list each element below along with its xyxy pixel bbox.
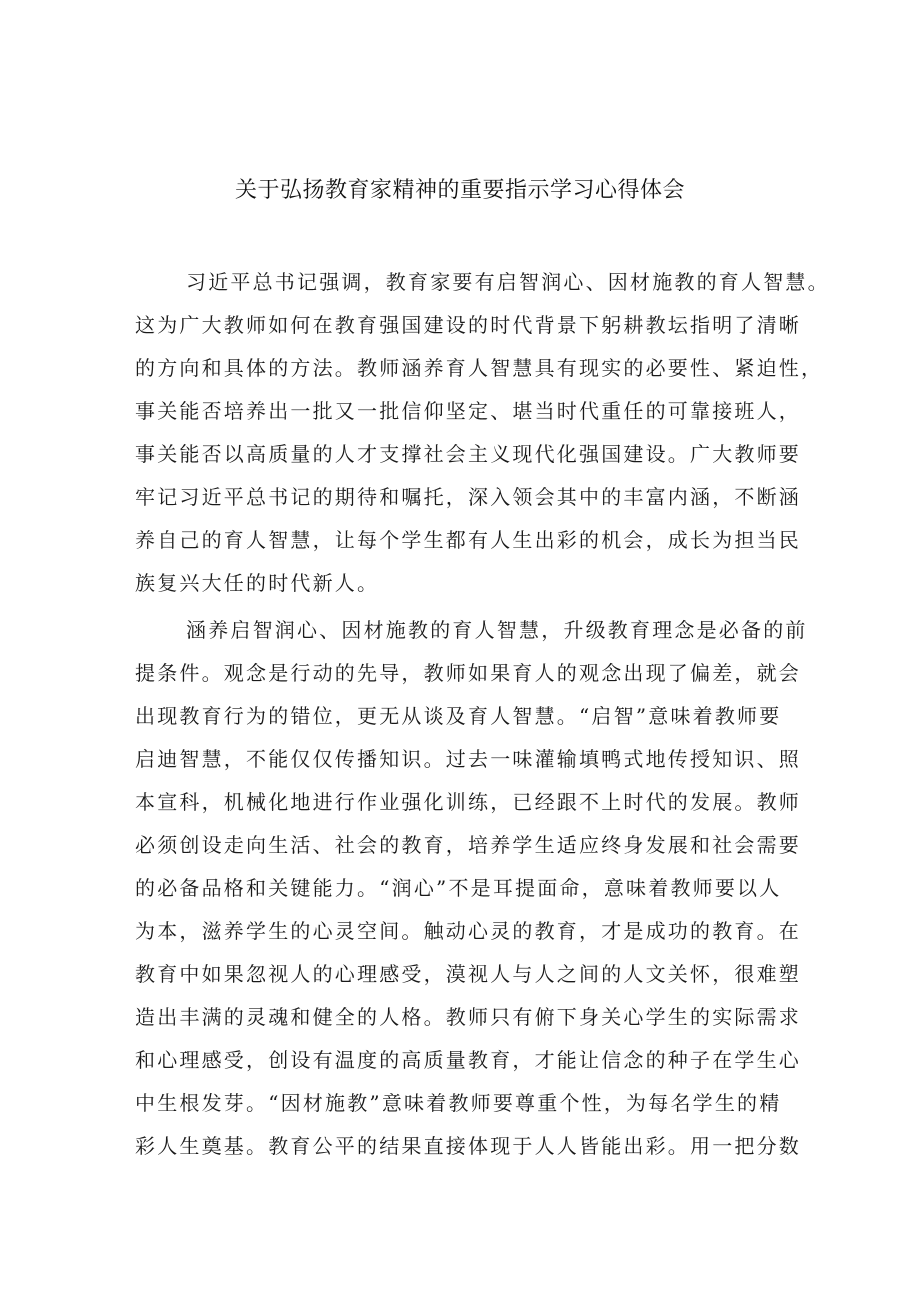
document-title: 关于弘扬教育家精神的重要指示学习心得体会 (234, 178, 685, 203)
paragraph-2-line-12: 中生根发芽。“因材施教”意味着教师要尊重个性，为每名学生的精 (135, 1091, 782, 1115)
paragraph-2-line-1: 涵养启智润心、因材施教的育人智慧，升级教育理念是必备的前 (186, 618, 808, 642)
paragraph-2-line-3: 出现教育行为的错位，更无从谈及育人智慧。“启智”意味着教师要 (135, 704, 782, 728)
paragraph-2-line-6: 必须创设走向生活、社会的教育，培养学生适应终身发展和社会需要 (135, 833, 801, 857)
paragraph-2-line-8: 为本，滋养学生的心灵空间。触动心灵的教育，才是成功的教育。在 (135, 919, 801, 943)
paragraph-2-line-4: 启迪智慧，不能仅仅传播知识。过去一味灌输填鸭式地传授知识、照 (135, 747, 801, 771)
paragraph-1-line-7: 养自己的育人智慧，让每个学生都有人生出彩的机会，成长为担当民 (135, 528, 801, 552)
paragraph-1-line-8: 族复兴大任的时代新人。 (135, 571, 380, 595)
paragraph-2-line-11: 和心理感受，创设有温度的高质量教育，才能让信念的种子在学生心 (135, 1048, 801, 1072)
paragraph-1-line-5: 事关能否以高质量的人才支撑社会主义现代化强国建设。广大教师要 (135, 442, 801, 466)
paragraph-1-line-3: 的方向和具体的方法。教师涵养育人智慧具有现实的必要性、紧迫性， (135, 356, 824, 380)
paragraph-2-line-2: 提条件。观念是行动的先导，教师如果育人的观念出现了偏差，就会 (135, 661, 801, 685)
paragraph-1-line-1: 习近平总书记强调，教育家要有启智润心、因材施教的育人智慧。 (186, 270, 830, 294)
paragraph-1-line-2: 这为广大教师如何在教育强国建设的时代背景下躬耕教坛指明了清晰 (135, 313, 801, 337)
paragraph-1-line-6: 牢记习近平总书记的期待和嘱托，深入领会其中的丰富内涵，不断涵 (135, 485, 801, 509)
paragraph-2-line-9: 教育中如果忽视人的心理感受，漠视人与人之间的人文关怀，很难塑 (135, 962, 801, 986)
paragraph-2-line-5: 本宣科，机械化地进行作业强化训练，已经跟不上时代的发展。教师 (135, 790, 801, 814)
paragraph-2-line-13: 彩人生奠基。教育公平的结果直接体现于人人皆能出彩。用一把分数 (135, 1134, 801, 1158)
paragraph-2-line-10: 造出丰满的灵魂和健全的人格。教师只有俯下身关心学生的实际需求 (135, 1005, 801, 1029)
paragraph-1-line-4: 事关能否培养出一批又一批信仰坚定、堪当时代重任的可靠接班人， (135, 399, 801, 423)
paragraph-2-line-7: 的必备品格和关键能力。“润心”不是耳提面命，意味着教师要以人 (135, 876, 782, 900)
